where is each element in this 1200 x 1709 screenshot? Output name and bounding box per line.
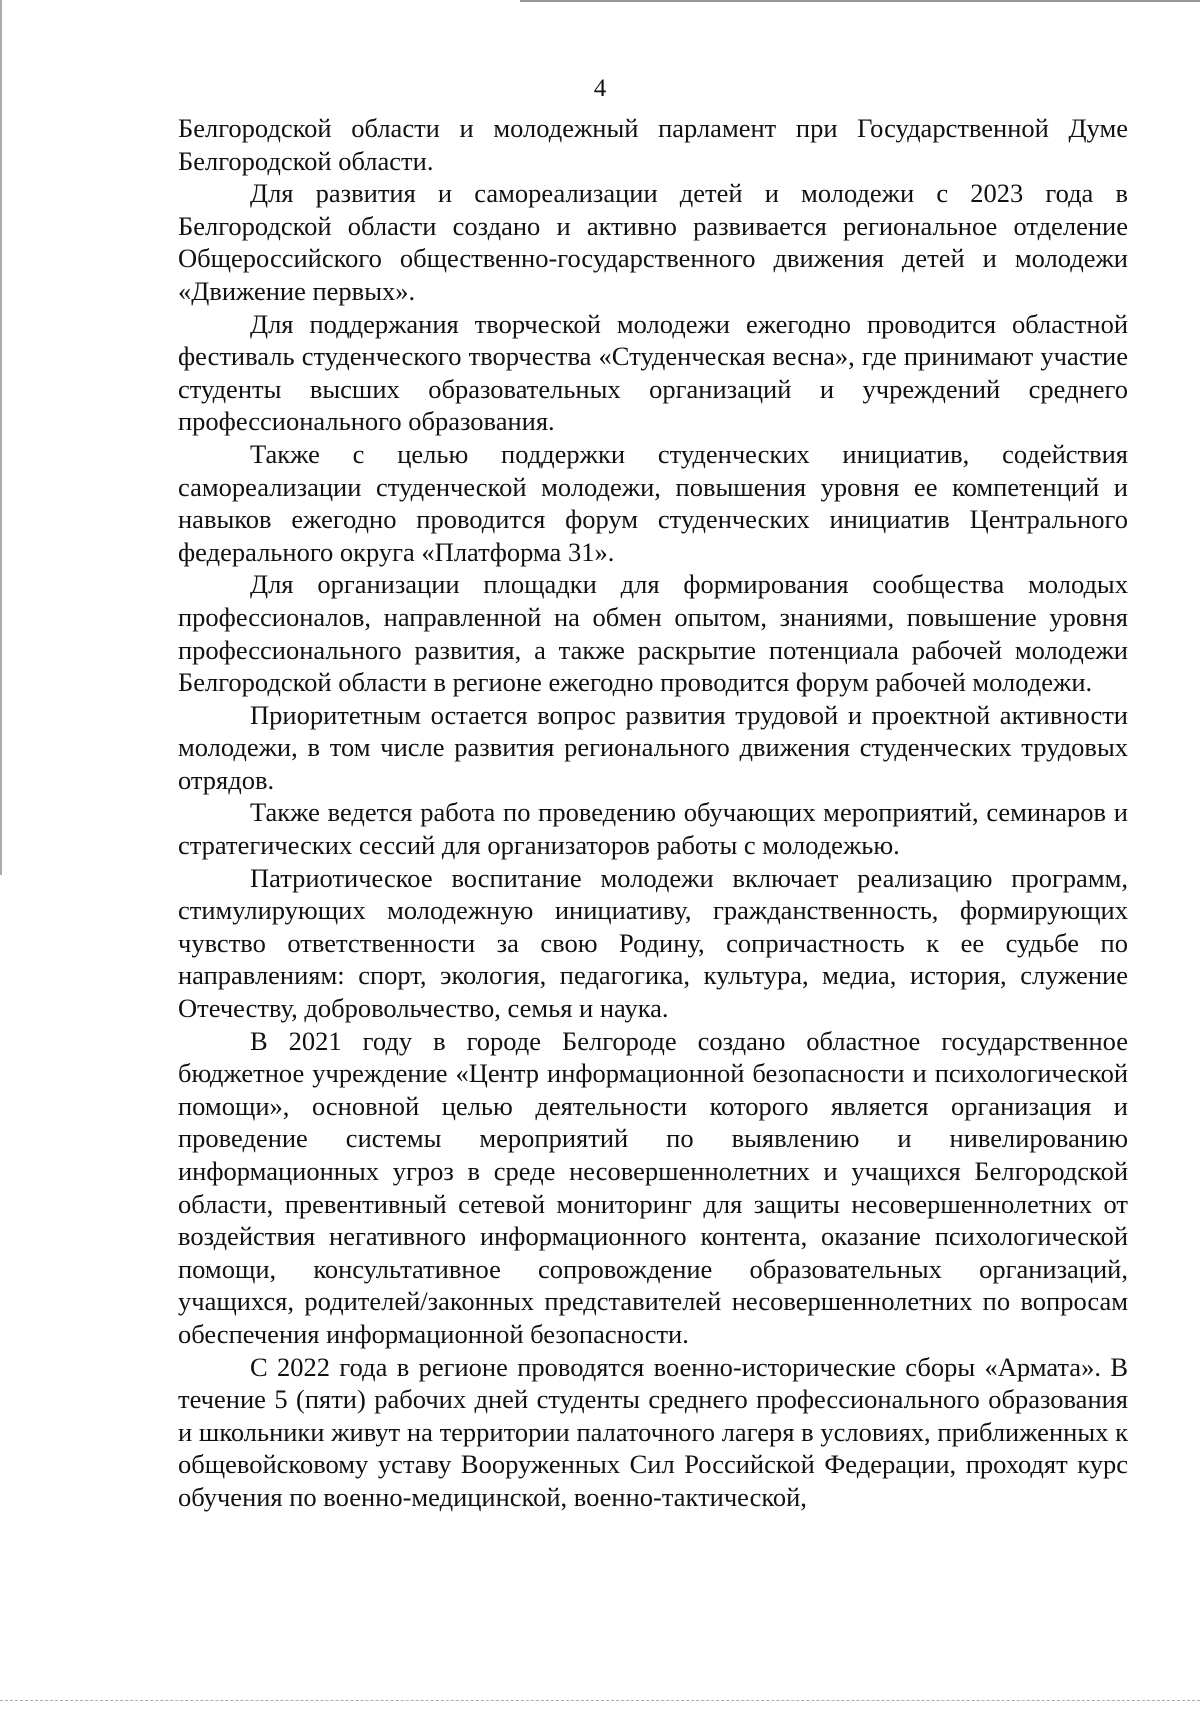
paragraph-7: Также ведется работа по проведению обучающих мероприятий, семинаров и стратегических сессий для организаторов работы с молодежью. xyxy=(178,797,1128,861)
paragraph-9: В 2021 году в городе Белгороде создано областное государственное бюджетное учреждение «Центр информационной безопасности и психологической помощи», основной целью деятельности которого является организация и проведение системы мероприятий по выявлению и нивелированию информационных угроз в среде несовершеннолетних и учащихся Белгородской области, превентивный сетевой мониторинг для защиты несовершеннолетних от воздействия негативного информационного контента, оказание психологической помощи, консультативное сопровождение образовательных организаций, учащихся, родителей/законных представителей несовершеннолетних по вопросам обеспечения информационной безопасности. xyxy=(178,1025,1128,1349)
scan-edge-top xyxy=(520,0,1200,2)
scan-edge-left xyxy=(0,0,2,875)
paragraph-2: Для развития и самореализации детей и молодежи с 2023 года в Белгородской области создано и активно развивается региональное отделение Общероссийского общественно-государственного движения детей и молодежи «Движение первых». xyxy=(178,178,1128,306)
paragraph-6: Приоритетным остается вопрос развития трудовой и проектной активности молодежи, в том числе развития регионального движения студенческих трудовых отрядов. xyxy=(178,699,1128,795)
document-body xyxy=(178,112,1128,1514)
paragraph-4: Также с целью поддержки студенческих инициатив, содействия самореализации студенческой молодежи, повышения уровня ее компетенций и навыков ежегодно проводится форум студенческих инициатив Центрального федерального округа «Платформа 31». xyxy=(178,438,1128,567)
paragraph-10: С 2022 года в регионе проводятся военно-исторические сборы «Армата». В течение 5 (пяти) рабочих дней студенты среднего профессионального образования и школьники живут на территории палаточного лагеря в условиях, приближенных к общевойсковому уставу Вооруженных Сил Российской Федерации, проходят курс обучения по военно-медицинской, военно-тактической, xyxy=(178,1351,1128,1512)
paragraph-5: Для организации площадки для формирования сообщества молодых профессионалов, направленной на обмен опытом, знаниями, повышение уровня профессионального развития, а также раскрытие потенциала рабочей молодежи Белгородской области в регионе ежегодно проводится форум рабочей молодежи. xyxy=(178,569,1128,698)
paragraph-3: Для поддержания творческой молодежи ежегодно проводится областной фестиваль студенческого творчества «Студенческая весна», где принимают участие студенты высших образовательных организаций и учреждений среднего профессионального образования. xyxy=(178,308,1128,437)
paragraph-1: Белгородской области и молодежный парламент при Государственной Думе Белгородской области. xyxy=(178,113,1128,176)
paragraph-8: Патриотическое воспитание молодежи включает реализацию программ, стимулирующих молодежную инициативу, гражданственность, формирующих чувство ответственности за свою Родину, сопричастность к ее судьбе по направлениям: спорт, экология, педагогика, культура, медиа, история, служение Отечеству, добровольчество, семья и наука. xyxy=(178,862,1128,1024)
page-number: 4 xyxy=(593,75,607,102)
scan-edge-bottom xyxy=(0,1700,1200,1702)
